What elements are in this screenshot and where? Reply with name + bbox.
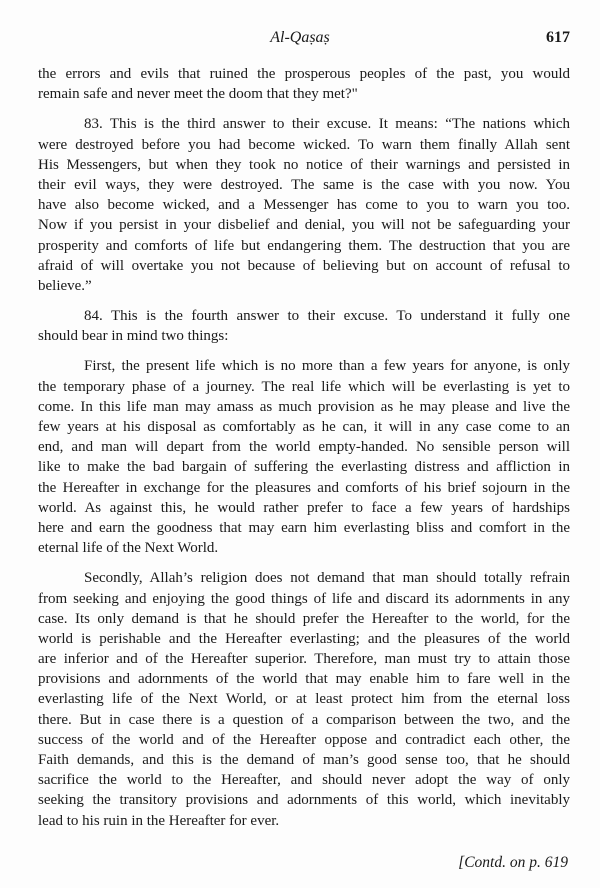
text-line: world. As against this, he would rather prefer to face a few years of hardships bbox=[38, 499, 570, 516]
continued-note: [Contd. on p. 619 bbox=[458, 854, 568, 871]
page-number: 617 bbox=[546, 29, 570, 46]
text-line: Now if you persist in your disbelief and denial, you will not be safeguarding your bbox=[38, 217, 570, 234]
text-line: from seeking and enjoying the good things of life and discard its adornments in any bbox=[38, 590, 570, 607]
text-line: are inferior and of the Hereafter superior. Therefore, man must try to attain those bbox=[38, 651, 570, 668]
text-line: seeking the transitory provisions and adornments of this world, which inevitably bbox=[38, 792, 570, 809]
text-line: prosperity and comforts of life but endangering them. The destruction that you are bbox=[38, 237, 570, 254]
text-line: should bear in mind two things: bbox=[38, 328, 229, 345]
text-line: end, and man will depart from the world empty-handed. No sensible person will bbox=[38, 439, 570, 456]
text-line: eternal life of the Next World. bbox=[38, 540, 219, 557]
text-line: there. But in case there is a question of a comparison between the two, and the bbox=[38, 711, 570, 728]
text-line: come. In this life man may amass as much provision as he may please and live the bbox=[38, 398, 570, 415]
text-line: few years at his disposal as comfortably as he can, it will in any case come to an bbox=[38, 419, 570, 435]
paragraph bbox=[38, 356, 570, 558]
text-line: the Hereafter in exchange for the pleasures and comforts of his brief sojourn in the bbox=[38, 479, 570, 496]
text-line: success of the world and of the Hereafter oppose and contradict each other, the bbox=[38, 731, 570, 748]
running-header-title: Al-Qaṣaṣ bbox=[270, 29, 330, 46]
text-line: have also become wicked, and a Messenger has come to you to warn you too. bbox=[38, 197, 570, 214]
text-line: afraid of will overtake you not because of believing but on account of refusal to bbox=[38, 257, 570, 274]
text-line: Secondly, Allah’s religion does not demand that man should totally refrain bbox=[84, 570, 570, 587]
text-line: His Messengers, but when they took no notice of their warnings and persisted in bbox=[38, 156, 570, 173]
text-line: 83. This is the third answer to their excuse. It means: “The nations which bbox=[84, 116, 570, 133]
text-line: 84. This is the fourth answer to their excuse. To understand it fully one bbox=[84, 308, 570, 325]
text-line: provisions and adornments of the world that may enable him to fare well in the bbox=[38, 671, 570, 688]
text-line: the errors and evils that ruined the prosperous peoples of the past, you would bbox=[38, 66, 570, 82]
text-line: their evil ways, they were destroyed. The same is the case with you now. You bbox=[38, 176, 570, 193]
paragraph bbox=[38, 64, 570, 104]
paragraph bbox=[38, 568, 570, 830]
text-line: First, the present life which is no more than a few years for anyone, is only bbox=[84, 358, 570, 375]
text-line: remain safe and never meet the doom that they met?" bbox=[38, 86, 358, 103]
paragraph bbox=[38, 306, 570, 346]
text-line: here and earn the goodness that may earn him everlasting bliss and comfort in the bbox=[38, 519, 570, 536]
text-line: Faith demands, and this is the demand of man’s good sense too, that he should bbox=[38, 752, 570, 768]
text-line: were destroyed before you had become wicked. To warn them finally Allah sent bbox=[38, 136, 570, 153]
text-line: world is perishable and the Hereafter everlasting; and the pleasures of the world bbox=[38, 630, 570, 647]
page-body bbox=[38, 64, 570, 841]
text-line: like to make the bad bargain of suffering the everlasting distress and affliction in bbox=[38, 459, 570, 476]
text-line: sacrifice the world to the Hereafter, and should never adopt the way of only bbox=[38, 772, 570, 789]
text-line: everlasting life of the Next World, or at least protect him from the eternal loss bbox=[38, 691, 570, 708]
text-line: the temporary phase of a journey. The real life which will be everlasting is yet to bbox=[38, 378, 570, 395]
paragraph bbox=[38, 114, 570, 296]
text-line: believe.” bbox=[38, 277, 92, 294]
text-line: case. Its only demand is that he should prefer the Hereafter to the world, for the bbox=[38, 610, 570, 627]
text-line: lead to his ruin in the Hereafter for ever. bbox=[38, 812, 280, 829]
